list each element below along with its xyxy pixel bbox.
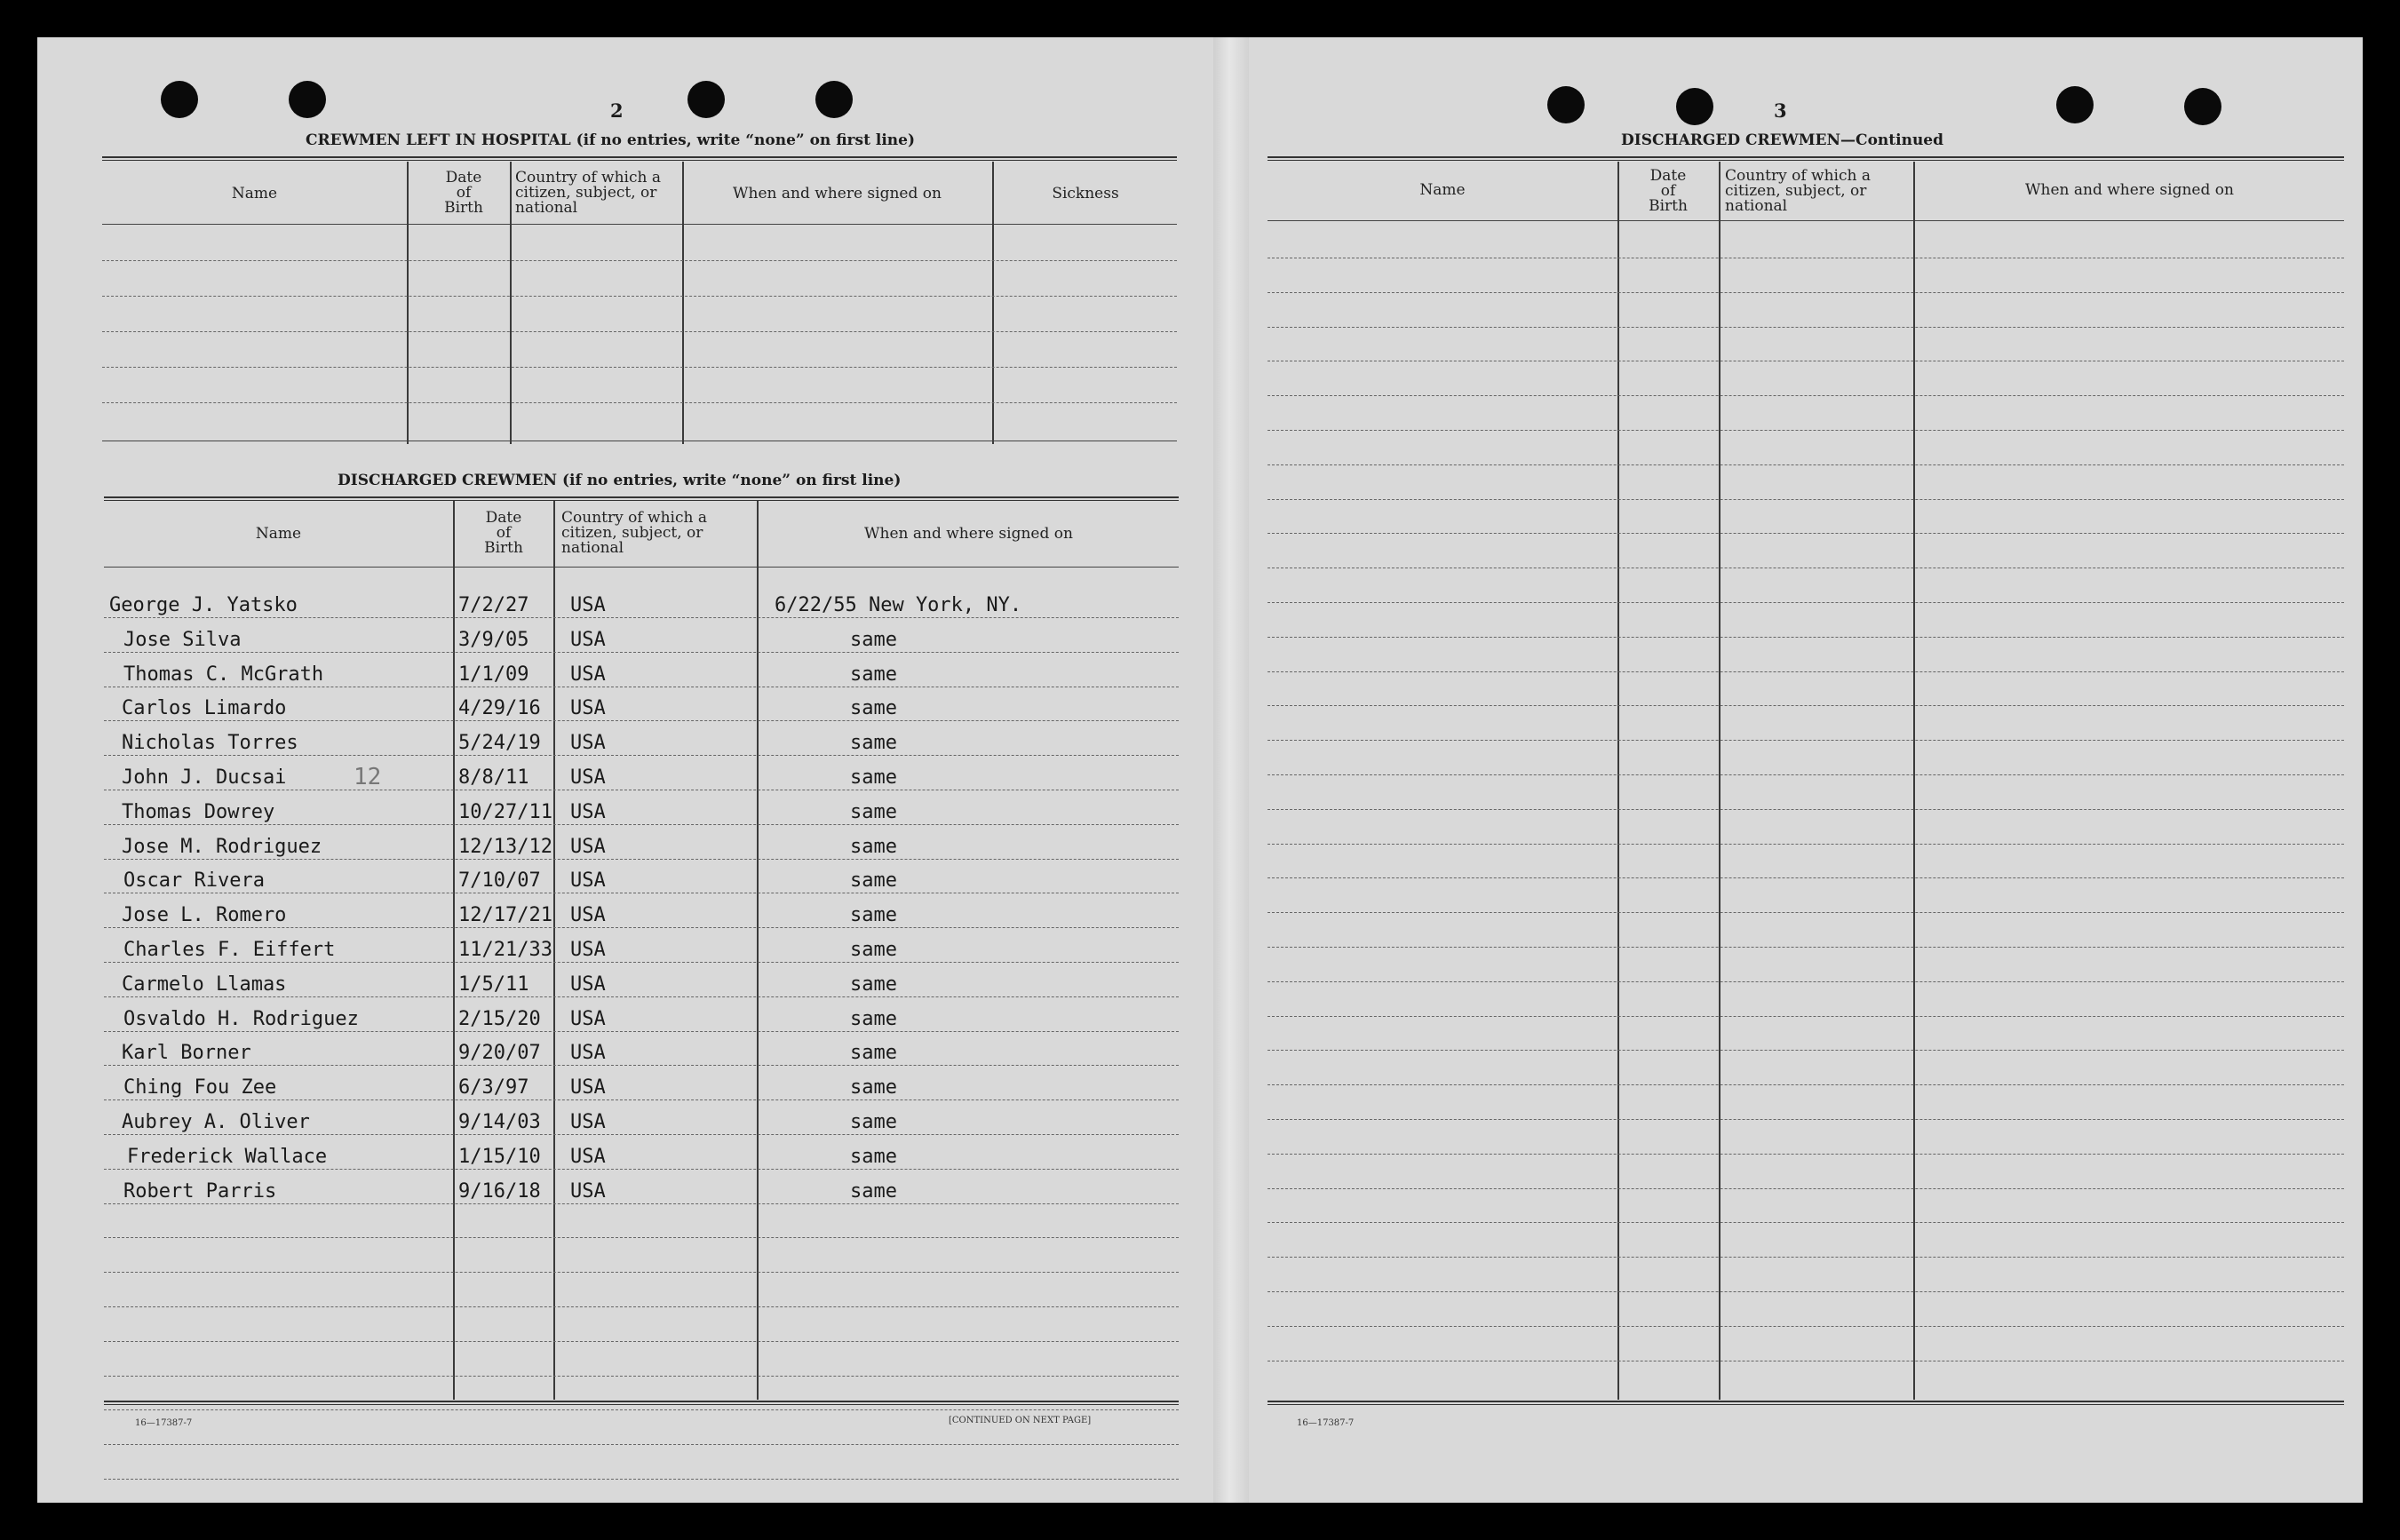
hospital-header-name: Name [231,185,278,202]
right-col-divider [1913,162,1915,1400]
right-row-line [1268,292,2344,293]
crew-country: USA [570,904,606,926]
crew-dob: 10/27/11 [458,801,552,823]
crew-dob: 4/29/16 [458,697,541,719]
right-row-line [1268,1291,2344,1292]
discharged-row-line [104,652,1179,653]
crew-signed: same [850,663,897,686]
continued-title-text: DISCHARGED CREWMEN [1621,131,1841,149]
crew-name: George J. Yatsko [109,594,298,616]
discharged-bottom-rule [104,1401,1179,1405]
discharged-row-line [104,824,1179,825]
right-col-divider [1617,162,1619,1400]
discharged-row-line [104,1031,1179,1032]
crew-signed: same [850,1111,897,1133]
form-number: 16—17387-7 [135,1418,193,1428]
crew-name: Thomas C. McGrath [123,663,324,686]
document-sheet [37,37,2363,1503]
right-row-line [1268,740,2344,741]
punch-hole [2056,86,2094,123]
punch-hole [815,81,853,118]
right-row-line [1268,1257,2344,1258]
crew-country: USA [570,697,606,719]
discharged-header-name: Name [255,525,302,543]
right-header-rule [1268,220,2344,221]
crew-name: Carmelo Llamas [122,973,287,996]
discharged-row-line [104,996,1179,997]
crew-dob: 9/20/07 [458,1042,541,1064]
crew-name: Carlos Limardo [122,697,287,719]
right-row-line [1268,1326,2344,1327]
crew-country: USA [570,973,606,996]
crew-signed: same [850,1008,897,1030]
crew-name: Nicholas Torres [122,732,298,754]
right-row-line [1268,877,2344,878]
crew-name: Jose Silva [123,629,242,651]
right-row-line [1268,430,2344,431]
continued-title-note: —Continued [1840,131,1944,149]
crew-signed: same [850,1180,897,1203]
discharged-row-line [104,755,1179,756]
right-row-line [1268,327,2344,328]
right-row-line [1268,1016,2344,1017]
hospital-header-rule [102,224,1177,225]
discharged-section-title [338,472,901,489]
page-fold [1213,37,1249,1503]
right-row-line [1268,671,2344,672]
crew-signed: same [850,801,897,823]
hospital-table-top-rule [102,156,1177,161]
right-header-dob: Date of Birth [1649,167,1688,215]
discharged-row-line [104,1444,1179,1445]
crew-signed: same [850,697,897,719]
discharged-title-note: (if no entries, write “none” on first line) [561,472,902,489]
punch-hole [1676,88,1713,125]
crew-signed: same [850,973,897,996]
crew-signed: same [850,836,897,858]
crew-signed: same [850,1076,897,1099]
discharged-row-line [104,1065,1179,1066]
discharged-col-divider [553,501,555,1400]
discharged-row-line [104,927,1179,928]
discharged-row-line [104,1203,1179,1204]
crew-country: USA [570,1146,606,1168]
hospital-header-signed: When and where signed on [733,185,942,202]
crew-name: Robert Parris [123,1180,277,1203]
crew-signed: same [850,629,897,651]
hospital-header-country: Country of which a citizen, subject, or national [515,169,661,217]
form-number: 16—17387-7 [1297,1418,1355,1428]
right-row-line [1268,499,2344,500]
crew-dob: 3/9/05 [458,629,529,651]
punch-hole [2184,88,2221,125]
crew-name: Aubrey A. Oliver [122,1111,310,1133]
crew-signed: same [850,939,897,961]
crew-country: USA [570,629,606,651]
right-row-line [1268,637,2344,638]
discharged-col-divider [757,501,759,1400]
discharged-row-line [104,617,1179,618]
hospital-row-line [102,331,1177,332]
right-row-line [1268,844,2344,845]
crew-signed: same [850,732,897,754]
crew-dob: 2/15/20 [458,1008,541,1030]
crew-dob: 9/14/03 [458,1111,541,1133]
crew-name: Thomas Dowrey [122,801,275,823]
right-header-signed: When and where signed on [2025,181,2234,199]
discharged-header-signed: When and where signed on [864,525,1073,543]
discharged-row-line [104,1134,1179,1135]
crew-country: USA [570,1042,606,1064]
crew-signed: same [850,1042,897,1064]
discharged-row-line [104,1272,1179,1273]
crew-country: USA [570,594,606,616]
right-row-line [1268,1154,2344,1155]
crew-country: USA [570,663,606,686]
crew-signed: 6/22/55 New York, NY. [775,594,1022,616]
crew-dob: 1/5/11 [458,973,529,996]
continued-section-title [1621,131,1943,149]
right-row-line [1268,774,2344,775]
discharged-row-line [104,1479,1179,1480]
right-col-divider [1719,162,1721,1400]
page-number: 2 [610,99,624,122]
crew-name: Charles F. Eiffert [123,939,336,961]
right-row-line [1268,912,2344,913]
crew-country: USA [570,732,606,754]
crew-dob: 11/21/33 [458,939,552,961]
hospital-header-sickness: Sickness [1052,185,1119,202]
right-row-line [1268,602,2344,603]
crew-dob: 8/8/11 [458,766,529,789]
right-row-line [1268,1222,2344,1223]
discharged-table-top-rule [104,496,1179,501]
crew-signed: same [850,869,897,892]
discharged-row-line [104,1409,1179,1410]
discharged-row-line [104,859,1179,860]
discharged-row-line [104,1099,1179,1100]
hospital-row-line [102,402,1177,403]
discharged-header-country: Country of which a citizen, subject, or national [561,509,707,557]
discharged-row-line [104,1306,1179,1307]
hospital-title-note: (if no entries, write “none” on first line) [576,131,915,149]
crew-name: Ching Fou Zee [123,1076,277,1099]
crew-country: USA [570,766,606,789]
crew-country: USA [570,801,606,823]
punch-hole [687,81,725,118]
crew-dob: 7/10/07 [458,869,541,892]
continued-note: [CONTINUED ON NEXT PAGE] [949,1416,1092,1425]
discharged-row-line [104,1169,1179,1170]
crew-signed: same [850,904,897,926]
discharged-row-line [104,720,1179,721]
hospital-row-line [102,260,1177,261]
right-table-top-rule [1268,156,2344,161]
discharged-row-line [104,1237,1179,1238]
crew-dob: 1/1/09 [458,663,529,686]
crew-country: USA [570,836,606,858]
right-header-country: Country of which a citizen, subject, or national [1725,167,1871,215]
crew-dob: 1/15/10 [458,1146,541,1168]
discharged-row-line [104,1341,1179,1342]
crew-name: Oscar Rivera [123,869,265,892]
right-row-line [1268,981,2344,982]
crew-country: USA [570,1180,606,1203]
punch-hole [161,81,198,118]
crew-country: USA [570,939,606,961]
page-number: 3 [1774,99,1787,122]
right-row-line [1268,1084,2344,1085]
crew-dob: 5/24/19 [458,732,541,754]
right-header-name: Name [1419,181,1466,199]
right-row-line [1268,705,2344,706]
right-bottom-rule [1268,1401,2344,1405]
discharged-row-line [104,962,1179,963]
crew-country: USA [570,1111,606,1133]
discharged-title-text: DISCHARGED CREWMEN [338,472,558,489]
crew-dob: 7/2/27 [458,594,529,616]
right-row-line [1268,395,2344,396]
right-row-line [1268,464,2344,465]
right-row-line [1268,533,2344,534]
right-row-line [1268,1050,2344,1051]
stray-mark: 12 [354,764,382,790]
discharged-header-rule [104,567,1179,568]
crew-country: USA [570,869,606,892]
right-row-line [1268,1119,2344,1120]
punch-hole [1547,86,1585,123]
right-row-line [1268,947,2344,948]
discharged-header-dob: Date of Birth [484,509,523,557]
discharged-col-divider [453,501,455,1400]
crew-country: USA [570,1076,606,1099]
hospital-header-dob: Date of Birth [444,169,483,217]
crew-name: Karl Borner [122,1042,251,1064]
hospital-title-text: CREWMEN LEFT IN HOSPITAL [306,131,571,149]
crew-name: Jose L. Romero [122,904,287,926]
right-row-line [1268,1188,2344,1189]
crew-signed: same [850,1146,897,1168]
hospital-section-title [306,131,915,149]
crew-name: John J. Ducsai [122,766,287,789]
hospital-row-line [102,367,1177,368]
crew-dob: 12/17/21 [458,904,552,926]
crew-dob: 6/3/97 [458,1076,529,1099]
crew-name: Osvaldo H. Rodriguez [123,1008,359,1030]
crew-name: Jose M. Rodriguez [122,836,322,858]
right-row-line [1268,809,2344,810]
hospital-row-line [102,296,1177,297]
crew-country: USA [570,1008,606,1030]
crew-signed: same [850,766,897,789]
crew-name: Frederick Wallace [127,1146,328,1168]
discharged-row-line [104,1376,1179,1377]
crew-dob: 12/13/12 [458,836,552,858]
punch-hole [289,81,326,118]
crew-dob: 9/16/18 [458,1180,541,1203]
